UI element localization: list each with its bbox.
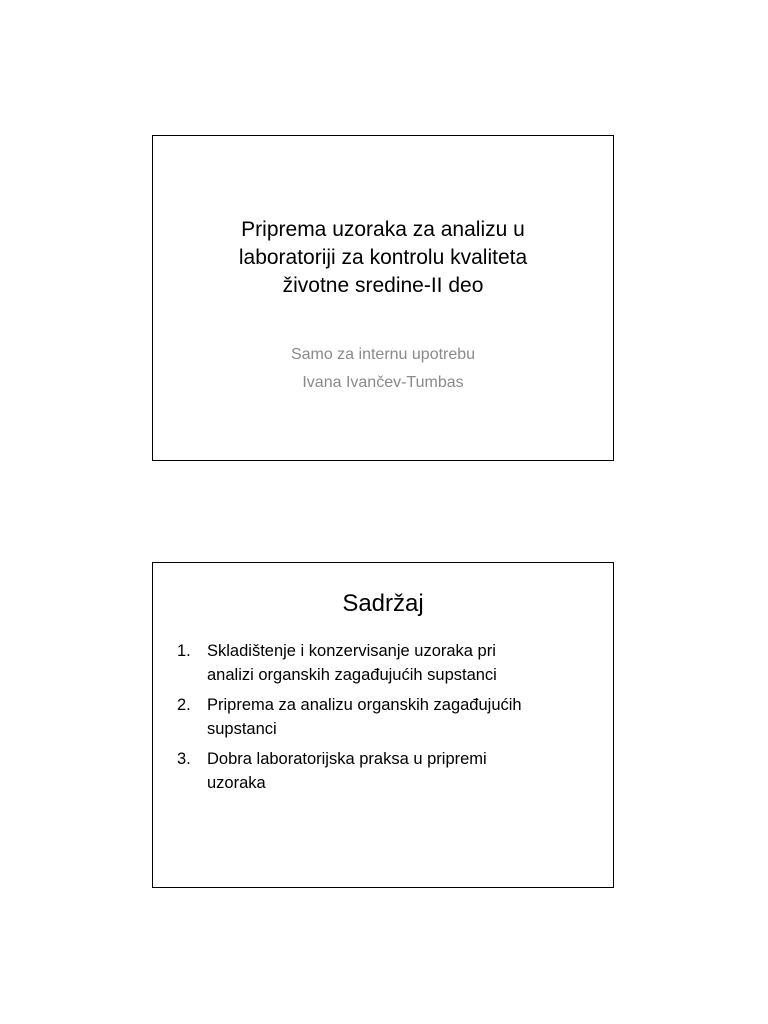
slide-1: [152, 135, 614, 461]
list-item-number: 1.: [177, 642, 191, 660]
list-item-line: Dobra laboratorijska praksa u pripremi: [207, 750, 487, 768]
list-item-text: [207, 639, 599, 687]
title-line: Priprema uzoraka za analizu u: [241, 218, 525, 241]
slide-2-title: Sadržaj: [342, 590, 424, 617]
slide-2: [152, 562, 614, 888]
list-item-number: 2.: [177, 696, 191, 714]
slide-1-subtitle: [173, 341, 593, 397]
title-line: životne sredine-II deo: [282, 274, 484, 297]
author-name: Ivana Ivančev-Tumbas: [302, 374, 464, 391]
list-item: [177, 693, 599, 741]
list-item-line: analizi organskih zagađujućih supstanci: [207, 666, 497, 684]
list-item-line: Skladištenje i konzervisanje uzoraka pri: [207, 642, 496, 660]
slide-1-title: [173, 216, 593, 300]
title-line: laboratoriji za kontrolu kvaliteta: [238, 246, 528, 269]
list-item-number: 3.: [177, 750, 191, 768]
list-item-line: supstanci: [207, 720, 277, 738]
list-item: [177, 747, 599, 795]
contents-list: [177, 639, 599, 801]
subtitle-line: Samo za internu upotrebu: [290, 346, 476, 363]
list-item-line: uzoraka: [207, 774, 266, 792]
list-item: [177, 639, 599, 687]
list-item-text: [207, 747, 599, 795]
list-item-line: Priprema za analizu organskih zagađujućih: [207, 696, 522, 714]
list-item-text: [207, 693, 599, 741]
